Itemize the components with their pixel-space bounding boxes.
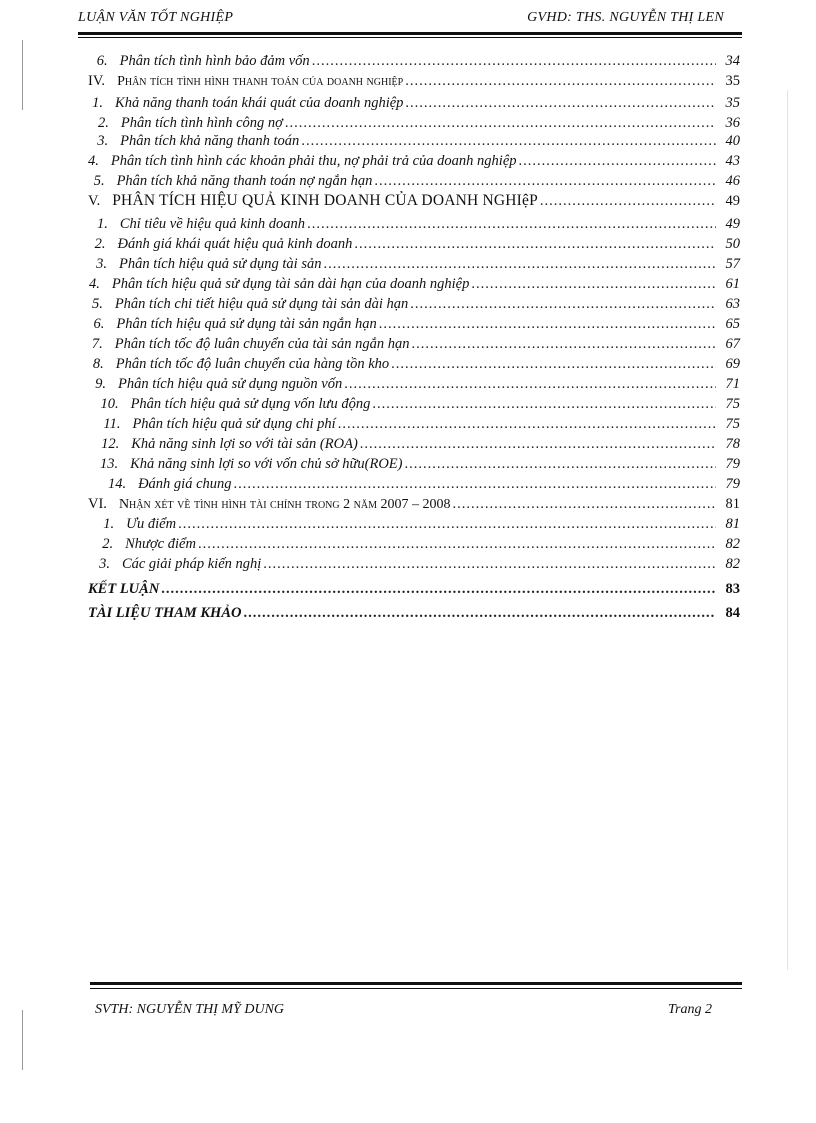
toc-entry-page: 46 xyxy=(725,173,740,189)
toc-entry xyxy=(88,604,740,622)
toc-entry-number: 13. xyxy=(100,456,119,472)
toc-entry-number: 5. xyxy=(91,296,103,312)
toc-entry xyxy=(88,114,740,132)
toc-entry-number: 9. xyxy=(95,376,107,392)
toc-entry-number: 6. xyxy=(96,53,108,69)
toc-entry-title: Phân tích tốc độ luân chuyển của hàng tồn kho xyxy=(115,356,390,372)
toc-entry xyxy=(88,72,740,91)
toc-entry-number: 3. xyxy=(97,133,109,149)
toc-entry-number: 7. xyxy=(91,336,103,352)
toc-entry xyxy=(88,335,740,353)
toc-entry-page: 69 xyxy=(725,356,740,372)
header-rule-thin xyxy=(78,37,742,38)
toc-entry-page: 84 xyxy=(725,605,740,621)
toc-entry-title: Phân tích hiệu quả sử dụng nguồn vốn xyxy=(118,376,343,392)
toc-entry xyxy=(88,172,740,190)
toc-leader-dots xyxy=(312,52,716,70)
scan-margin-line xyxy=(22,40,23,110)
toc-entry-number: 2. xyxy=(94,236,106,252)
toc-entry-page: 65 xyxy=(725,316,740,332)
footer-left: SVTH: NGUYỄN THỊ MỸ DUNG xyxy=(95,1002,285,1017)
toc-entry-number: 2. xyxy=(98,115,109,131)
toc-entry-title: Phân tích hiệu quả sử dụng vốn lưu động xyxy=(130,396,371,412)
toc-entry-number: 3. xyxy=(96,256,108,272)
toc-entry xyxy=(100,415,740,433)
toc-leader-dots xyxy=(374,172,716,190)
toc-entry-title: Chỉ tiêu về hiệu quả kinh doanh xyxy=(119,216,306,232)
toc-entry xyxy=(88,255,740,273)
toc-entry xyxy=(88,52,740,70)
toc-entry xyxy=(100,475,740,493)
toc-entry-page: 63 xyxy=(725,296,740,312)
toc-entry-title: Phân tích tình hình các khoản phải thu, nợ phải trả của doanh nghiệp xyxy=(110,153,517,169)
toc-entry-number: 4. xyxy=(88,153,99,169)
toc-entry-title: Đánh giá khái quát hiệu quả kinh doanh xyxy=(117,236,353,252)
toc-leader-dots xyxy=(471,275,716,293)
toc-entry-page: 49 xyxy=(725,193,740,209)
toc-entry xyxy=(88,555,740,573)
toc-leader-dots xyxy=(405,455,717,473)
toc-entry-page: 61 xyxy=(725,276,740,292)
toc-entry xyxy=(88,495,740,514)
footer-rule xyxy=(90,982,742,985)
toc-leader-dots xyxy=(161,580,716,598)
toc-entry-number: 6. xyxy=(93,316,105,332)
toc-entry-title: Khả năng sinh lợi so với vốn chủ sở hữu(ROE) xyxy=(130,456,403,472)
toc-entry-title: PHÂN TÍCH HIỆU QUẢ KINH DOANH CỦA DOANH NGHIệP xyxy=(112,192,538,209)
toc-entry-title: Phân tích tốc độ luân chuyển của tài sản ngắn hạn xyxy=(114,336,410,352)
toc-leader-dots xyxy=(338,415,716,433)
toc-leader-dots xyxy=(372,395,716,413)
toc-leader-dots xyxy=(198,535,716,553)
toc-entry-page: 34 xyxy=(725,53,740,69)
header-right: GVHD: THS. NGUYỄN THỊ LEN xyxy=(527,10,724,25)
toc-entry xyxy=(88,580,740,598)
toc-entry-page: 49 xyxy=(725,216,740,232)
toc-entry-title: Phân tích hiệu quả sử dụng tài sản xyxy=(119,256,322,272)
toc-entry xyxy=(88,132,740,150)
toc-entry-number: 1. xyxy=(92,95,104,111)
toc-entry-title: Nhược điểm xyxy=(125,536,196,552)
toc-leader-dots xyxy=(234,475,716,493)
toc-leader-dots xyxy=(412,335,716,353)
toc-entry xyxy=(88,535,740,553)
toc-entry-page: 36 xyxy=(725,115,740,131)
toc-entry xyxy=(100,455,740,473)
toc-entry-title: Ưu điểm xyxy=(126,516,177,532)
toc-leader-dots xyxy=(410,295,716,313)
toc-entry-page: 81 xyxy=(725,496,740,512)
toc-entry-number: 5. xyxy=(93,173,105,189)
toc-entry-page: 83 xyxy=(725,581,740,597)
toc-entry-title: Phân tích tình hình thanh toán của doanh nghiệp xyxy=(117,74,404,89)
toc-entry-title: Khả năng sinh lợi so với tài sản (ROA) xyxy=(131,436,358,452)
toc-entry-page: 75 xyxy=(725,416,740,432)
toc-entry-number: 11. xyxy=(103,416,121,432)
toc-leader-dots xyxy=(307,215,716,233)
scan-edge-line xyxy=(787,90,788,970)
toc-entry xyxy=(100,395,740,413)
toc-entry xyxy=(88,315,740,333)
toc-entry-number: VI. xyxy=(88,496,107,512)
toc-leader-dots xyxy=(301,132,716,150)
footer-right: Trang 2 xyxy=(668,1002,712,1017)
toc-entry xyxy=(88,275,740,293)
toc-leader-dots xyxy=(379,315,716,333)
toc-entry-number: V. xyxy=(88,193,101,209)
toc-entry-number: 4. xyxy=(88,276,100,292)
toc-entry xyxy=(88,152,740,170)
toc-entry-title: Phân tích khả năng thanh toán xyxy=(120,133,300,149)
toc-entry-title: Đánh giá chung xyxy=(138,476,232,492)
toc-entry-page: 35 xyxy=(725,73,740,89)
toc-entry-page: 43 xyxy=(725,153,740,169)
toc-entry xyxy=(88,375,740,393)
toc-entry-title: Phân tích chi tiết hiệu quả sử dụng tài sản dài hạn xyxy=(114,296,409,312)
toc-entry xyxy=(88,215,740,233)
toc-leader-dots xyxy=(540,192,716,210)
toc-entry-title: Các giải pháp kiến nghị xyxy=(121,556,262,572)
toc-entry xyxy=(100,435,740,453)
toc-leader-dots xyxy=(285,114,716,132)
toc-entry-page: 75 xyxy=(725,396,740,412)
toc-entry-page: 71 xyxy=(725,376,740,392)
toc-leader-dots xyxy=(391,355,716,373)
toc-entry-number: 3. xyxy=(99,556,110,572)
toc-leader-dots xyxy=(519,152,716,170)
toc-entry-page: 82 xyxy=(725,536,740,552)
toc-entry-title: KẾT LUẬN xyxy=(88,581,160,597)
toc-leader-dots xyxy=(178,515,716,533)
scan-margin-line xyxy=(22,1010,23,1070)
toc-leader-dots xyxy=(405,72,716,90)
toc-entry xyxy=(88,515,740,533)
toc-entry xyxy=(88,192,740,210)
toc-entry-number: IV. xyxy=(88,73,106,89)
toc-entry-page: 57 xyxy=(725,256,740,272)
toc-entry-number: 1. xyxy=(96,216,108,232)
toc-entry-title: Phân tích tình hình công nợ xyxy=(120,115,283,131)
toc-entry-number: 14. xyxy=(107,476,127,492)
header-rule xyxy=(78,32,742,35)
toc-entry-page: 78 xyxy=(725,436,740,452)
toc-entry-title: Phân tích tình hình bảo đảm vốn xyxy=(119,53,310,69)
toc-leader-dots xyxy=(344,375,716,393)
toc-entry-number: 10. xyxy=(100,396,119,412)
toc-leader-dots xyxy=(243,604,716,622)
toc-entry-number: 8. xyxy=(92,356,104,372)
toc-entry-title: Khả năng thanh toán khái quát của doanh nghiệp xyxy=(115,95,404,111)
toc-entry-page: 67 xyxy=(725,336,740,352)
header-left: LUẬN VĂN TỐT NGHIỆP xyxy=(78,10,234,25)
toc-entry-number: 1. xyxy=(103,516,115,532)
toc-entry-page: 82 xyxy=(725,556,740,572)
toc-leader-dots xyxy=(405,94,716,112)
toc-entry xyxy=(88,235,740,253)
toc-leader-dots xyxy=(263,555,716,573)
toc-entry xyxy=(88,355,740,373)
toc-entry-page: 79 xyxy=(725,456,740,472)
toc-entry-title: Phân tích hiệu quả sử dụng tài sản dài hạn của doanh nghiệp xyxy=(111,276,470,292)
toc-entry-title: TÀI LIỆU THAM KHẢO xyxy=(88,605,242,621)
toc-entry-page: 50 xyxy=(725,236,740,252)
toc-entry-title: Phân tích khả năng thanh toán nợ ngắn hạn xyxy=(116,173,373,189)
toc-entry xyxy=(88,295,740,313)
toc-entry-page: 40 xyxy=(725,133,740,149)
toc-entry-title: Phân tích hiệu quả sử dụng chi phí xyxy=(132,416,336,432)
toc-entry-title: Phân tích hiệu quả sử dụng tài sản ngắn hạn xyxy=(116,316,377,332)
toc-entry xyxy=(88,94,740,112)
footer-rule-thin xyxy=(90,988,742,989)
toc-entry-page: 81 xyxy=(725,516,740,532)
toc-entry-page: 35 xyxy=(725,95,740,111)
toc-entry-page: 79 xyxy=(725,476,740,492)
toc-leader-dots xyxy=(323,255,716,273)
toc-entry-title: Nhận xét về tình hình tài chính trong 2 năm 2007 – 2008 xyxy=(118,497,451,512)
toc-entry-number: 2. xyxy=(102,536,114,552)
toc-leader-dots xyxy=(452,495,716,513)
toc-leader-dots xyxy=(360,435,716,453)
toc-entry-number: 12. xyxy=(101,436,120,452)
toc-leader-dots xyxy=(354,235,716,253)
